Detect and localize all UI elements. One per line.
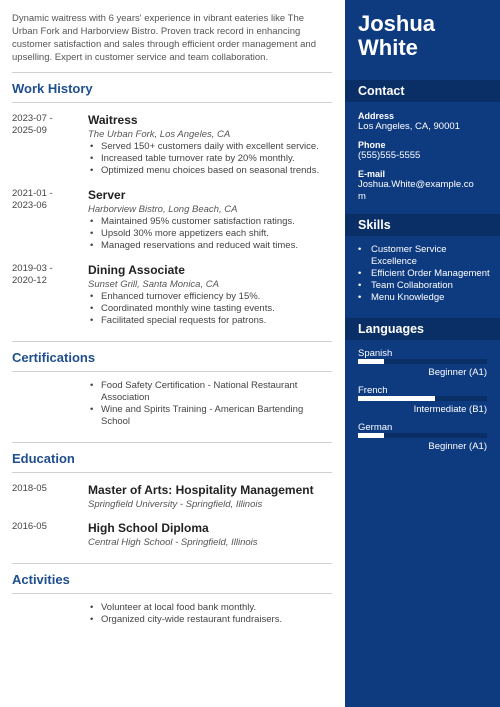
list-item: • Enhanced turnover efficiency by 15%. <box>88 291 332 303</box>
certifications-list <box>88 380 332 428</box>
sidebar-heading-contact: Contact <box>345 80 500 102</box>
first-name: Joshua <box>358 11 436 36</box>
section-title-work-history: Work History <box>12 81 93 96</box>
job-title: Server <box>88 188 126 202</box>
activities-section <box>12 572 332 626</box>
divider <box>12 102 332 103</box>
list-item: • Increased table turnover rate by 20% monthly. <box>88 153 332 165</box>
activities-entry <box>12 602 332 626</box>
language-item <box>345 422 500 453</box>
divider <box>12 472 332 473</box>
skills-list <box>345 236 500 304</box>
list-item: • Organized city-wide restaurant fundraisers. <box>88 614 332 626</box>
job-place: The Urban Fork, Los Angeles, CA <box>88 129 231 140</box>
summary-text: Dynamic waitress with 6 years' experience in vibrant eateries like The Urban Fork and Harborview Bistro. Proven track record in enhancing customer satisfaction and sales through efficient order management and upselling. Expert in customer service and team collaboration. <box>12 13 316 63</box>
school-name: Springfield University - Springfield, Illinois <box>88 499 263 510</box>
list-item: • Managed reservations and reduced wait times. <box>88 240 332 252</box>
job-entry <box>12 113 332 177</box>
job-bullets <box>88 216 332 252</box>
email-value: Joshua.White@example.co m <box>358 179 474 202</box>
list-item: • Volunteer at local food bank monthly. <box>88 602 332 614</box>
proficiency-fill <box>358 359 384 364</box>
job-entry <box>12 263 332 327</box>
job-dates: 2021-01 - 2023-06 <box>12 188 53 211</box>
job-entry <box>12 188 332 252</box>
contact-section <box>345 80 500 203</box>
divider <box>12 72 332 73</box>
language-name: German <box>358 422 393 433</box>
proficiency-fill <box>358 433 384 438</box>
education-section <box>12 451 332 549</box>
address-value: Los Angeles, CA, 90001 <box>358 121 460 132</box>
education-date: 2016-05 <box>12 521 47 532</box>
job-title: Dining Associate <box>88 263 185 277</box>
section-title-certifications: Certifications <box>12 350 96 365</box>
job-title: Waitress <box>88 113 138 127</box>
language-item <box>345 348 500 379</box>
activities-list <box>88 602 332 626</box>
candidate-name <box>345 0 500 72</box>
sidebar-heading-languages: Languages <box>345 318 500 340</box>
language-name: Spanish <box>358 348 393 359</box>
language-level: Beginner (A1) <box>428 367 487 378</box>
list-item: • Facilitated special requests for patrons. <box>88 315 332 327</box>
proficiency-bar <box>358 359 487 364</box>
degree-title: Master of Arts: Hospitality Management <box>88 483 314 497</box>
skill-item: • Customer Service Excellence <box>358 244 490 268</box>
language-level: Beginner (A1) <box>428 441 487 452</box>
certifications-section <box>12 350 332 428</box>
job-dates: 2023-07 - 2025-09 <box>12 113 53 136</box>
work-history-section <box>12 81 332 327</box>
resume-sidebar <box>345 0 500 707</box>
language-level: Intermediate (B1) <box>413 404 487 415</box>
list-item: • Maintained 95% customer satisfaction ratings. <box>88 216 332 228</box>
education-date: 2018-05 <box>12 483 47 494</box>
proficiency-bar <box>358 396 487 401</box>
proficiency-fill <box>358 396 435 401</box>
degree-title: High School Diploma <box>88 521 209 535</box>
section-title-education: Education <box>12 451 75 466</box>
section-title-activities: Activities <box>12 572 70 587</box>
list-item: • Upsold 30% more appetizers each shift. <box>88 228 332 240</box>
education-entry <box>12 521 332 549</box>
phone-value: (555)555-5555 <box>358 150 421 161</box>
skill-item: • Efficient Order Management <box>358 268 490 280</box>
address-label: Address <box>358 111 395 121</box>
language-item <box>345 385 500 416</box>
job-dates: 2019-03 - 2020-12 <box>12 263 53 286</box>
skills-section <box>345 214 500 304</box>
divider <box>12 593 332 594</box>
language-name: French <box>358 385 388 396</box>
proficiency-bar <box>358 433 487 438</box>
list-item: • Coordinated monthly wine tasting events. <box>88 303 332 315</box>
school-name: Central High School - Springfield, Illinois <box>88 537 258 548</box>
divider <box>12 371 332 372</box>
certifications-entry <box>12 380 332 428</box>
languages-section <box>345 318 500 453</box>
education-entry <box>12 483 332 511</box>
job-place: Sunset Grill, Santa Monica, CA <box>88 279 219 290</box>
job-bullets <box>88 291 332 327</box>
email-label: E-mail <box>358 169 386 179</box>
sidebar-heading-skills: Skills <box>345 214 500 236</box>
skill-item: • Team Collaboration <box>358 280 490 292</box>
last-name: White <box>358 35 418 60</box>
list-item: • Served 150+ customers daily with excellent service. <box>88 141 332 153</box>
divider <box>12 563 332 564</box>
divider <box>12 442 332 443</box>
list-item: • Wine and Spirits Training - American Bartending School <box>88 404 332 428</box>
list-item: • Food Safety Certification - National Restaurant Association <box>88 380 332 404</box>
job-place: Harborview Bistro, Long Beach, CA <box>88 204 238 215</box>
phone-label: Phone <box>358 140 386 150</box>
skill-item: • Menu Knowledge <box>358 292 490 304</box>
divider <box>12 341 332 342</box>
job-bullets <box>88 141 332 177</box>
list-item: • Optimized menu choices based on seasonal trends. <box>88 165 332 177</box>
